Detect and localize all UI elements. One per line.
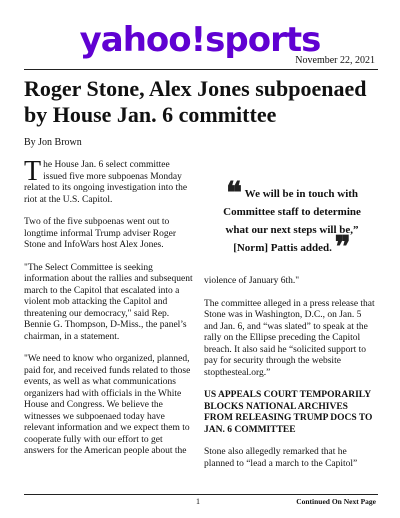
page-number: 1 bbox=[196, 497, 200, 506]
masthead bbox=[0, 22, 400, 58]
article-headline: Roger Stone, Alex Jones subpoenaed by House Jan. 6 committee bbox=[24, 76, 367, 127]
paragraph-2: Two of the five subpoenas went out to longtime informal Trump adviser Roger Stone and InfoWars host Alex Jones. bbox=[24, 217, 176, 250]
close-quote-icon: ❞ bbox=[334, 230, 351, 265]
article-column-right bbox=[204, 276, 376, 481]
paragraph-7: Stone also allegedly remarked that he planned to “lead a march to the Capitol” bbox=[204, 447, 358, 469]
open-quote-icon: ❝ bbox=[225, 176, 243, 211]
article-subhead: US APPEALS COURT TEMPORARILY BLOCKS NATIONAL ARCHIVES FROM RELEASING TRUMP DOCS TO JAN. 6 COMMITTEE bbox=[204, 390, 373, 435]
paragraph-5: violence of January 6th." bbox=[204, 276, 300, 286]
byline: By Jon Brown bbox=[24, 137, 82, 148]
pull-quote-text: We will be in touch with Committee staff to determine what our next steps will be,” [Norm] Pattis added. bbox=[223, 188, 361, 254]
paragraph-4: "We need to know who organized, planned, paid for, and received funds related to those events, as well as what communications organizers had with officials in the White House and Congress. We believe the witnesses we subpoenaed today have relevant information and we expect them to cooperate fully with our effort to get answers for the American people about the bbox=[24, 354, 191, 456]
continued-link[interactable]: Continued On Next Page bbox=[296, 497, 376, 506]
paragraph-3: "The Select Committee is seeking information about the rallies and subsequent march to the Capitol that escalated into a violent mob attacking the Capitol and threatening our democracy," said Rep. Bennie G. Thompson, D-Miss., the panel’s chairman, in a statement. bbox=[24, 262, 193, 342]
footer-divider bbox=[24, 494, 378, 495]
paragraph-1 bbox=[24, 156, 194, 206]
top-divider bbox=[24, 69, 378, 70]
paragraph-1-text: he House Jan. 6 select committee issued five more subpoenas Monday related to its ongoing investigation into the riot at the U.S. Capitol. bbox=[24, 160, 188, 205]
article-column-left bbox=[24, 156, 194, 469]
publication-date: November 22, 2021 bbox=[295, 55, 375, 66]
yahoo-sports-logo: yahoo!sports bbox=[79, 20, 321, 60]
paragraph-6: The committee alleged in a press release that Stone was in Washington, D.C., on Jan. 5 and Jan. 6, and “was slated” to speak at the rally on the Ellipse preceding the Capitol breach. It also said he “solicited support to pay for security through the website stopthesteal.org.” bbox=[204, 298, 375, 378]
pull-quote bbox=[212, 176, 372, 265]
drop-cap: T bbox=[24, 156, 42, 187]
